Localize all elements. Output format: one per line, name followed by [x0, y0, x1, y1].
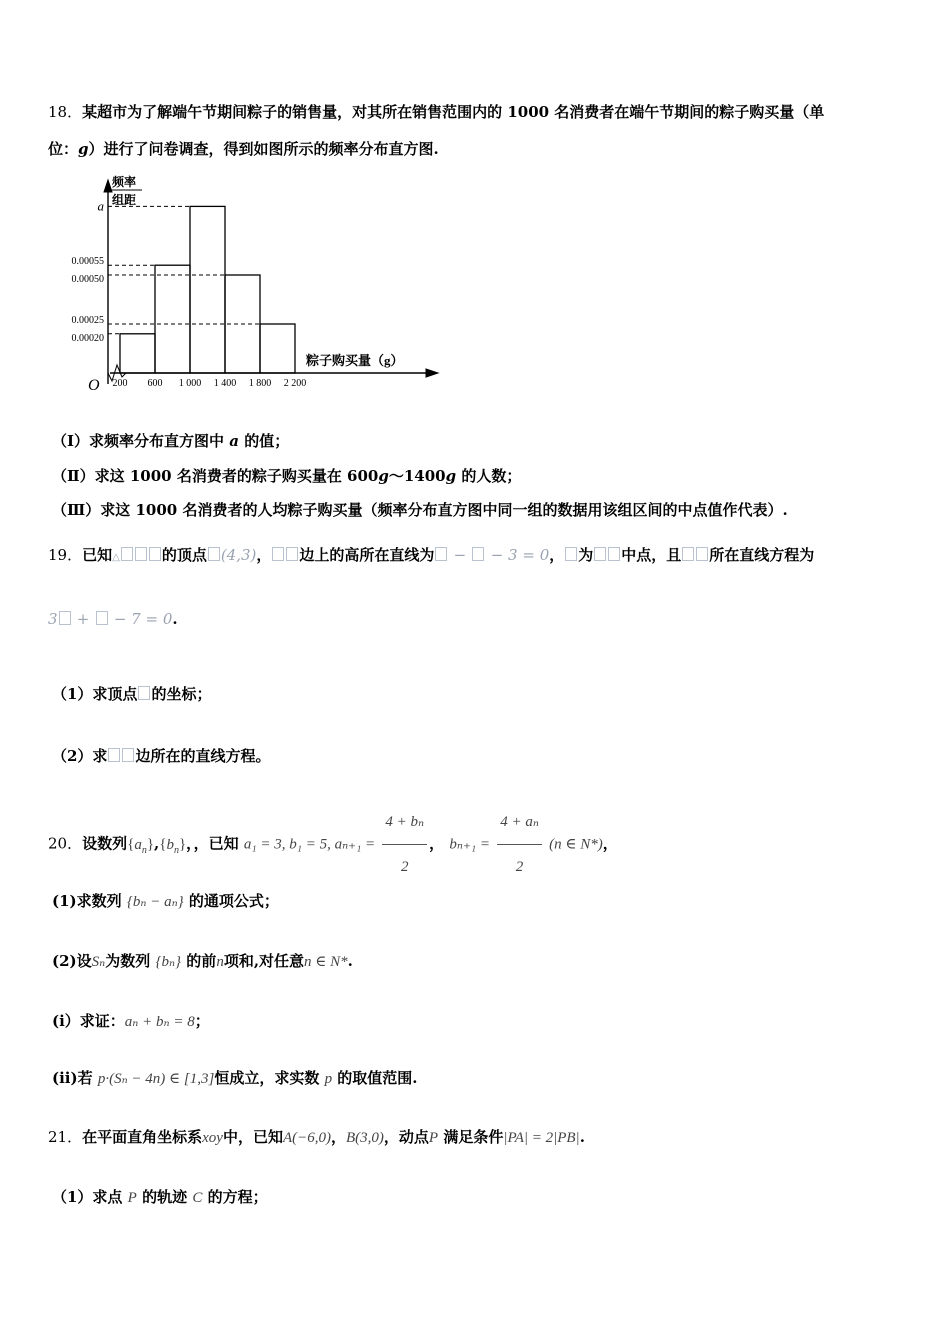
ylabel-top: 频率 — [112, 175, 137, 189]
y-tick-label: 0.00025 — [71, 315, 104, 326]
unit-g: g — [78, 140, 89, 158]
histogram-bar — [260, 324, 295, 373]
y-tick-label: 0.00050 — [71, 274, 104, 285]
x-tick-label: 600 — [147, 378, 163, 389]
q18-part1: （Ⅰ）求频率分布直方图中 a 的值； — [52, 432, 290, 450]
x-tick-label: 1 400 — [213, 378, 237, 389]
q20-part2: (2)设Sₙ为数列 {bₙ} 的前n项和,对任意n ∈ N*. — [52, 952, 353, 970]
q20-part-ii: (ii)若 p·(Sₙ − 4n) ∈ [1,3]恒成立，求实数 p 的取值范围. — [52, 1069, 418, 1087]
y-tick-label: a — [97, 198, 104, 214]
origin-label: O — [88, 377, 100, 394]
histogram-chart — [48, 170, 448, 395]
q18-text-1: 某超市为了解端午节期间粽子的销售量，对其所在销售范围内的 1000 名消费者在端午节期间的粽子购买量（单 — [82, 103, 825, 121]
q19-part1: （1）求顶点 的坐标； — [52, 685, 212, 703]
y-tick-label: 0.00055 — [71, 256, 104, 268]
x-axis-arrow — [426, 369, 438, 377]
q20-part1: (1)求数列 {bₙ − aₙ} 的通项公式； — [52, 892, 279, 910]
triangle-symbol: △ — [112, 552, 120, 563]
x-tick-label: 1 000 — [178, 378, 202, 389]
q19-part2: （2）求 边所在的直线方程。 — [52, 747, 271, 765]
q18-part2: （Ⅱ）求这 1000 名消费者的粽子购买量在 600g～1400g 的人数； — [52, 467, 522, 485]
q18-line2: 位：g）进行了问卷调查，得到如图所示的频率分布直方图. — [48, 140, 439, 158]
y-axis-arrow — [104, 180, 112, 192]
q19-line1: 19．已知△ 的顶点 (4,3)， 边上的高所在直线为 − − 3 = 0， 为 中点，且 所在直线方程为 — [48, 546, 815, 564]
x-tick-label: 1 800 — [248, 378, 272, 389]
q20-line1: 20．设数列$\{a_n\},\{b_n\}$，，已知 a₁ = 3, b₁ = 5, aₙ₊₁ = $\frac{\text{4 + bₙ}}{2}$ ， bₙ₊₁ = $\frac{\text{4 + aₙ}}{2}$ (n ∈ N*)， — [48, 800, 618, 889]
histogram-bar — [155, 265, 190, 373]
y-tick-label: 0.00020 — [71, 332, 104, 344]
q18-line1 — [48, 101, 824, 123]
q19-line2: 3 + − 7 = 0. — [48, 610, 178, 628]
xlabel: 粽子购买量（g） — [306, 353, 404, 368]
q20-part-i: (i）求证：aₙ + bₙ = 8； — [52, 1012, 210, 1030]
q21-line1: 21．在平面直角坐标系xoy中，已知A(−6,0)，B(3,0)，动点P 满足条件|PA| = 2|PB|. — [48, 1128, 585, 1146]
var-a: a — [229, 432, 239, 450]
q18-number: 18． — [48, 103, 83, 121]
q18-part3: （Ⅲ）求这 1000 名消费者的人均粽子购买量（频率分布直方图中同一组的数据用该组区间的中点值作代表）. — [52, 501, 788, 519]
histogram-bar — [120, 334, 155, 373]
histogram-bar — [190, 206, 225, 373]
q21-part1: （1）求点 P 的轨迹 C 的方程； — [52, 1188, 268, 1206]
ylabel-bottom: 组距 — [112, 193, 137, 207]
x-tick-label: 2 200 — [283, 378, 307, 389]
x-tick-label: 200 — [112, 378, 128, 389]
